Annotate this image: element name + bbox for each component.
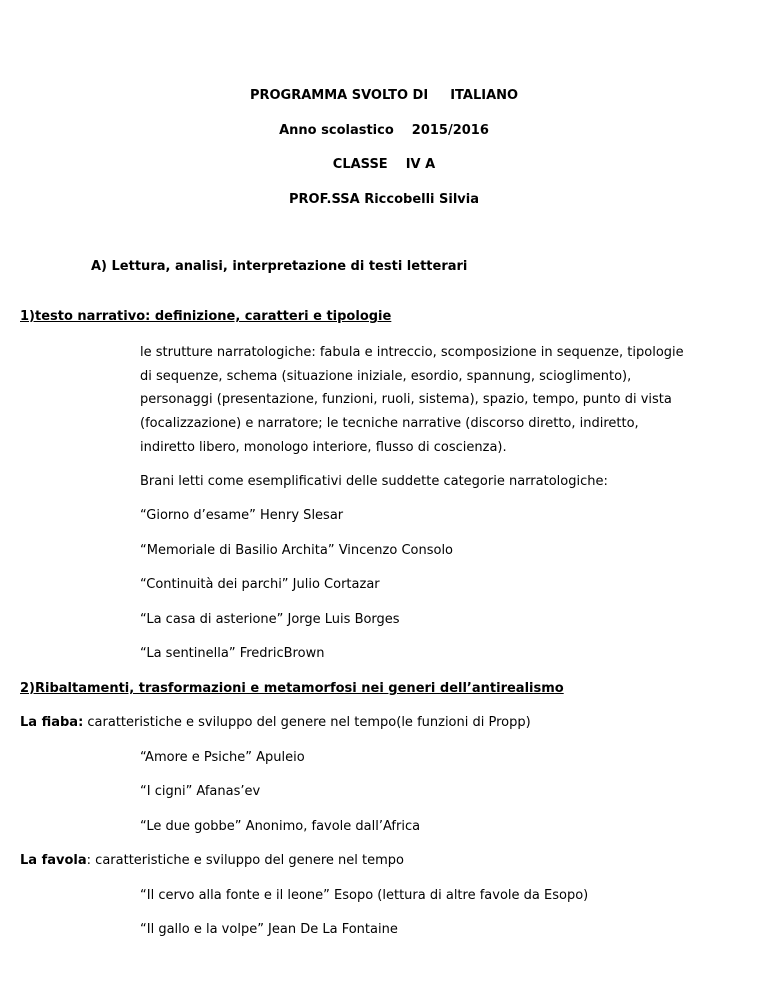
reading-item: “Continuità dei parchi” Julio Cortazar xyxy=(140,577,380,592)
teacher-name: PROF.SSA Riccobelli Silvia xyxy=(288,192,480,207)
fiaba-line xyxy=(20,715,531,731)
reading-item: “Le due gobbe” Anonimo, favole dall’Africa xyxy=(140,819,421,834)
reading-item: “Il cervo alla fonte e il leone” Esopo (lettura di altre favole da Esopo) xyxy=(140,888,589,903)
fiaba-label: La fiaba: xyxy=(20,715,84,730)
reading-item: “Amore e Psiche” Apuleio xyxy=(140,750,305,765)
section-a-title: A) Lettura, analisi, interpretazione di testi letterari xyxy=(91,259,468,274)
topic-1-readings-intro: Brani letti come esemplificativi delle suddette categorie narratologiche: xyxy=(140,474,608,489)
class-label: CLASSE xyxy=(332,157,388,172)
topic-1-paragraph-line: (focalizzazione) e narratore; le tecniche narrative (discorso diretto, indiretto, xyxy=(140,416,639,431)
program-title-subject: ITALIANO xyxy=(450,88,519,103)
reading-item: “Giorno d’esame” Henry Slesar xyxy=(140,508,344,523)
favola-line xyxy=(20,853,404,869)
favola-label: La favola xyxy=(20,853,87,868)
topic-2-title: 2)Ribaltamenti, trasformazioni e metamorfosi nei generi dell’antirealismo xyxy=(20,681,564,696)
program-title-left: PROGRAMMA SVOLTO DI xyxy=(249,88,429,103)
fiaba-text: caratteristiche e sviluppo del genere nel tempo(le funzioni di Propp) xyxy=(83,715,531,730)
reading-item: “I cigni” Afanas’ev xyxy=(140,784,261,799)
school-year-value: 2015/2016 xyxy=(411,123,489,138)
favola-text: : caratteristiche e sviluppo del genere nel tempo xyxy=(86,853,405,868)
school-year xyxy=(0,123,768,139)
topic-1-paragraph-line: le strutture narratologiche: fabula e intreccio, scomposizione in sequenze, tipologie xyxy=(140,345,684,360)
topic-1-paragraph-line: di sequenze, schema (situazione iniziale, esordio, spannung, scioglimento), xyxy=(140,369,632,384)
program-title xyxy=(0,88,768,104)
class-line xyxy=(0,157,768,173)
topic-1-title: 1)testo narrativo: definizione, caratteri e tipologie xyxy=(20,309,392,324)
reading-item: “La sentinella” FredricBrown xyxy=(140,646,325,661)
topic-1-paragraph-line: personaggi (presentazione, funzioni, ruoli, sistema), spazio, tempo, punto di vista xyxy=(140,392,672,407)
reading-item: “Memoriale di Basilio Archita” Vincenzo Consolo xyxy=(140,543,454,558)
class-value: IV A xyxy=(405,157,436,172)
topic-1-paragraph-line: indiretto libero, monologo interiore, flusso di coscienza). xyxy=(140,440,507,455)
reading-item: “Il gallo e la volpe” Jean De La Fontaine xyxy=(140,922,398,937)
reading-item: “La casa di asterione” Jorge Luis Borges xyxy=(140,612,400,627)
school-year-label: Anno scolastico xyxy=(279,123,394,138)
